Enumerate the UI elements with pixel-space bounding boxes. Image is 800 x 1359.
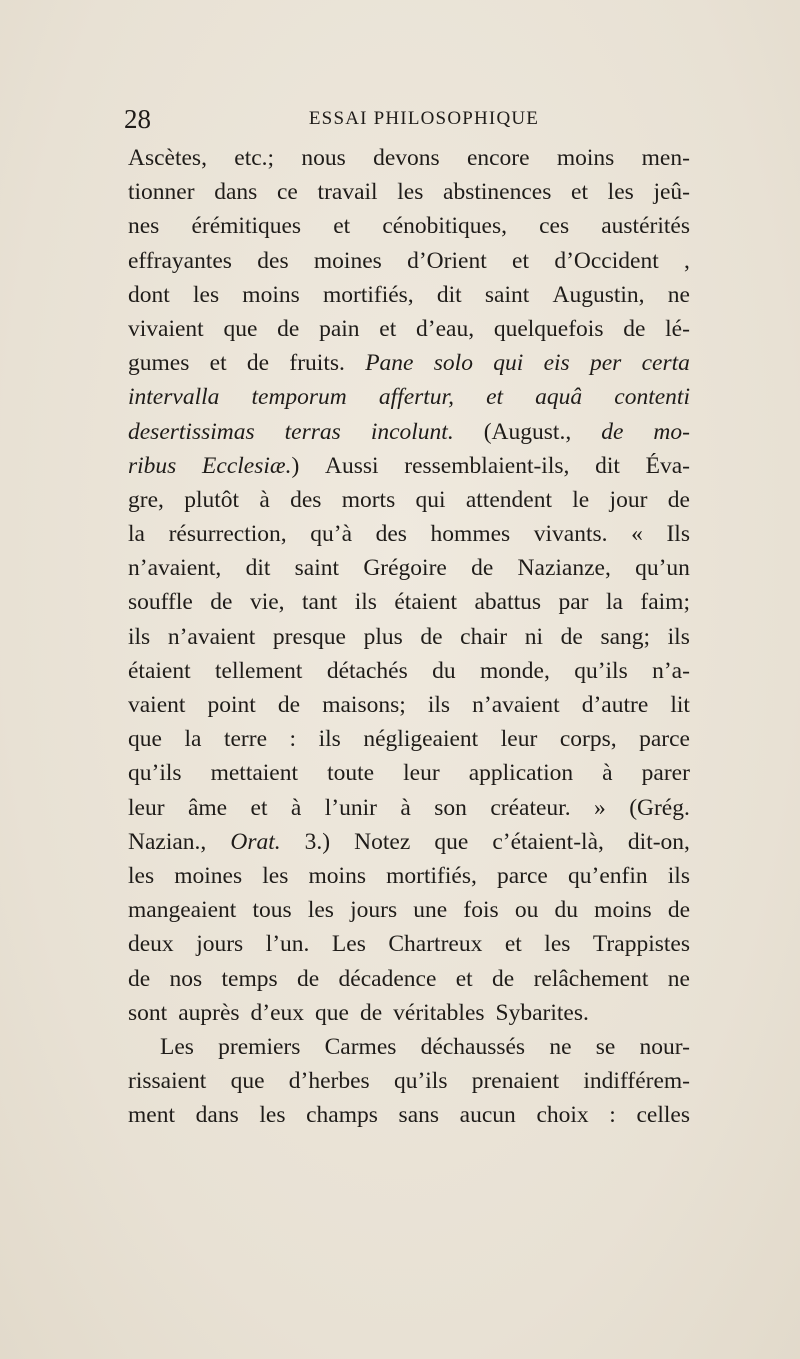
word: abattus	[474, 589, 542, 616]
word: vaient	[128, 692, 186, 718]
word: presque	[272, 623, 346, 650]
word: rissaient	[128, 1068, 207, 1095]
word: chair	[460, 623, 508, 650]
word: Pane	[365, 350, 414, 377]
word: étaient	[394, 589, 457, 616]
word: ne	[667, 965, 690, 992]
word: par	[558, 589, 589, 616]
word: les	[259, 1102, 286, 1129]
word: qu’enfin	[568, 862, 648, 889]
text-line	[128, 175, 690, 209]
word: le	[572, 486, 590, 513]
word: des	[257, 247, 289, 274]
word: sang;	[600, 623, 651, 650]
word: application	[468, 760, 574, 787]
word: les	[128, 862, 155, 889]
word: incolunt.	[370, 418, 454, 445]
word: vivaient	[128, 315, 204, 342]
word: mo-	[653, 418, 690, 445]
word: à	[400, 794, 411, 821]
word: desertissimas	[128, 418, 255, 445]
word: :	[289, 726, 297, 753]
word: certa	[641, 350, 690, 377]
text-line	[128, 585, 690, 619]
word: des	[290, 486, 322, 513]
page-number: 28	[124, 104, 151, 134]
word: corps,	[559, 726, 617, 753]
word: Ascètes,	[128, 145, 207, 171]
word: et	[333, 213, 351, 240]
word: Nazianze,	[517, 555, 611, 582]
word: nour-	[639, 1033, 690, 1060]
word: indifférem-	[583, 1068, 690, 1095]
word: du	[432, 657, 456, 684]
word: vivants.	[533, 521, 608, 548]
word: travail	[317, 179, 378, 206]
word: nous	[301, 145, 346, 171]
word: de	[277, 692, 301, 718]
word: Notez	[354, 828, 411, 855]
word: vie,	[249, 589, 285, 616]
text-line	[128, 1098, 690, 1132]
word: (Grég.	[629, 794, 690, 821]
word: les	[607, 179, 634, 206]
word: Éva-	[645, 452, 690, 479]
text-line	[128, 791, 690, 825]
word: leur	[500, 726, 538, 753]
word: à	[259, 486, 270, 513]
text-line	[128, 859, 690, 893]
word: qu’ils	[128, 760, 182, 787]
word: moines	[174, 862, 243, 889]
word: maisons;	[322, 692, 406, 718]
word: n’avaient	[472, 692, 560, 718]
word: prenaient	[471, 1068, 560, 1095]
word: son	[434, 794, 467, 821]
word: hommes	[430, 521, 511, 548]
word: les	[544, 931, 571, 958]
word: négligeaient	[363, 726, 479, 753]
word: tous	[252, 897, 292, 924]
word: la	[128, 521, 145, 548]
word: lé-	[665, 315, 690, 342]
word: et	[379, 315, 397, 342]
word: 3.)	[304, 828, 331, 855]
word: jours	[350, 897, 398, 924]
word: détachés	[326, 657, 408, 684]
word: tellement	[215, 657, 303, 684]
word: eis	[543, 350, 570, 377]
word: ils	[354, 589, 377, 616]
word: Carmes	[324, 1033, 397, 1060]
word: ribus	[128, 452, 177, 479]
word: tant	[301, 589, 338, 616]
word: et	[209, 350, 227, 377]
word: et	[504, 931, 522, 958]
word: les	[307, 897, 334, 924]
word: de	[560, 623, 583, 650]
word: ces	[539, 213, 570, 240]
word: «	[631, 521, 643, 548]
word: de	[492, 965, 515, 992]
word: fruits.	[289, 350, 345, 377]
word: ils	[667, 862, 690, 889]
word: de	[420, 623, 443, 650]
word: effrayantes	[128, 247, 232, 274]
word: dit-on,	[627, 828, 690, 855]
word: mortifiés,	[322, 281, 414, 308]
word: étaient	[128, 657, 191, 684]
word: dit	[245, 555, 271, 582]
word: jours	[196, 931, 244, 958]
word: moins	[594, 897, 652, 924]
word: n’a-	[652, 657, 690, 684]
word: souffle	[128, 589, 193, 616]
word: et	[512, 247, 530, 274]
text-line	[128, 517, 690, 551]
word: ment	[128, 1102, 175, 1129]
word: abstinences	[443, 179, 552, 206]
word: que	[128, 726, 162, 753]
word: »	[594, 794, 606, 821]
word: d’eau,	[416, 315, 475, 342]
word: jour	[609, 486, 648, 513]
word: la	[184, 726, 202, 753]
word: choix	[536, 1102, 589, 1129]
text-line	[128, 483, 690, 517]
word: et	[571, 179, 588, 206]
text-line	[128, 996, 690, 1030]
word: jeû-	[653, 179, 690, 206]
word: qu’ils	[393, 1068, 448, 1095]
text-line	[128, 688, 690, 722]
word: relâchement	[533, 965, 649, 992]
word: l’unir	[324, 794, 377, 821]
word: d’Orient	[407, 247, 487, 274]
word: moines	[313, 247, 382, 274]
word: qu’un	[635, 555, 690, 582]
word: qu’à	[310, 521, 353, 548]
text-line	[128, 654, 690, 688]
word: plus	[363, 623, 403, 650]
word: âme	[187, 794, 228, 821]
word: déchaussés	[420, 1033, 526, 1060]
word: quelquefois	[493, 315, 604, 342]
word: deux	[128, 931, 174, 958]
word: intervalla	[128, 384, 220, 411]
word: Augustin,	[552, 281, 645, 308]
word: fois	[463, 897, 499, 924]
word: que	[223, 315, 258, 342]
word: ils	[128, 623, 151, 650]
word: moins	[556, 145, 615, 171]
word: affertur,	[378, 384, 454, 411]
word: austérités	[601, 213, 690, 240]
word: du	[554, 897, 578, 924]
word: temps	[221, 965, 278, 992]
word: véritables	[393, 999, 485, 1026]
word: des	[375, 521, 407, 548]
text-line	[128, 209, 690, 243]
word: parer	[641, 760, 690, 787]
word: gumes	[128, 350, 190, 377]
body-text	[128, 141, 690, 1132]
word: Sybarites.	[495, 999, 589, 1026]
word: solo	[433, 350, 473, 377]
word: faim;	[640, 589, 690, 616]
word: ni	[524, 623, 544, 650]
word: et	[250, 794, 268, 821]
word: temporum	[251, 384, 347, 411]
word: ils	[667, 623, 690, 650]
word: de	[277, 315, 300, 342]
text-line	[128, 415, 690, 449]
word: ou	[514, 897, 539, 924]
word: ce	[277, 179, 298, 206]
word: gre,	[128, 486, 164, 513]
word: mortifiés,	[386, 862, 477, 889]
text-line	[128, 1030, 690, 1064]
word: de	[667, 486, 690, 513]
word: d’Occident	[554, 247, 659, 274]
word: Nazian.,	[128, 828, 207, 855]
word: Ecclesiæ.)	[202, 452, 300, 479]
word: Orat.	[230, 828, 281, 855]
word: celles	[636, 1102, 690, 1129]
word: de	[623, 315, 646, 342]
word: saint	[484, 281, 530, 308]
word: saint	[294, 555, 340, 582]
word: que	[315, 999, 349, 1026]
text-line	[128, 551, 690, 585]
word: leur	[128, 794, 165, 821]
word: leur	[403, 760, 440, 787]
word: les	[262, 862, 289, 889]
word: ressemblaient-ils,	[404, 452, 570, 479]
word: qui	[415, 486, 446, 513]
word: (August.,	[483, 418, 572, 445]
text-line	[128, 825, 690, 859]
running-title: ESSAI PHILOSOPHIQUE	[308, 108, 540, 129]
word: ils	[427, 692, 451, 718]
word: monde,	[479, 657, 550, 684]
word: mettaient	[210, 760, 299, 787]
word: d’herbes	[288, 1068, 370, 1095]
word: contenti	[614, 384, 690, 411]
word: à	[602, 760, 613, 787]
page-header	[124, 104, 684, 134]
word: les	[192, 281, 220, 308]
word: tionner	[128, 179, 195, 206]
word: d’eux	[250, 999, 305, 1026]
word: Les	[160, 1033, 194, 1060]
word: qu’ils	[574, 657, 628, 684]
word: de	[210, 589, 233, 616]
word: dans	[214, 179, 258, 206]
word: encore	[466, 145, 530, 171]
word: morts	[341, 486, 396, 513]
word: de	[471, 555, 494, 582]
word: de	[359, 999, 383, 1026]
text-line	[128, 449, 690, 483]
word: de	[667, 897, 690, 924]
word: :	[609, 1102, 616, 1129]
word: mangeaient	[128, 897, 237, 924]
word: dit	[595, 452, 620, 479]
word: résurrection,	[168, 521, 287, 548]
word: point	[207, 692, 256, 718]
word: per	[590, 350, 622, 377]
text-line	[128, 278, 690, 312]
word: n’avaient,	[128, 555, 222, 582]
word: aucun	[459, 1102, 516, 1129]
word: n’avaient	[167, 623, 256, 650]
text-line	[128, 620, 690, 654]
word: aquâ	[535, 384, 583, 411]
word: de	[297, 965, 320, 992]
word: sont	[128, 999, 168, 1026]
word: créateur.	[490, 794, 571, 821]
text-line	[128, 927, 690, 961]
word: dont	[128, 281, 170, 308]
word: premiers	[218, 1033, 301, 1060]
word: ils	[318, 726, 341, 753]
text-line	[128, 312, 690, 346]
word: Chartreux	[388, 931, 483, 958]
text-line	[128, 756, 690, 790]
word: décadence	[338, 965, 437, 992]
word: dit	[436, 281, 462, 308]
word: men-	[641, 145, 690, 171]
text-line	[128, 893, 690, 927]
word: qui	[493, 350, 524, 377]
text-line	[128, 141, 690, 175]
word: que	[230, 1068, 265, 1095]
word: parce	[497, 862, 548, 889]
word: moins	[242, 281, 300, 308]
word: toute	[327, 760, 375, 787]
word: d’autre	[581, 692, 649, 718]
word: champs	[306, 1102, 378, 1129]
word: ne	[667, 281, 690, 308]
word: ,	[684, 247, 690, 274]
word: cénobitiques,	[382, 213, 507, 240]
word: lit	[670, 692, 690, 718]
text-line	[128, 380, 690, 414]
word: pain	[319, 315, 360, 342]
word: de	[601, 418, 624, 445]
word: les	[397, 179, 424, 206]
word: de	[128, 965, 151, 992]
word: terre	[223, 726, 268, 753]
word: attendent	[465, 486, 552, 513]
word: à	[290, 794, 302, 821]
word: l’un.	[265, 931, 310, 958]
word: nes	[128, 213, 160, 240]
word: et	[486, 384, 504, 411]
text-line	[128, 962, 690, 996]
word: se	[595, 1033, 616, 1060]
word: dans	[195, 1102, 239, 1129]
word: terras	[284, 418, 341, 445]
word: de	[246, 350, 270, 377]
word: plutôt	[184, 486, 240, 513]
word: sans	[398, 1102, 440, 1129]
word: Aussi	[325, 452, 379, 479]
word: Les	[331, 931, 366, 958]
text-line	[128, 1064, 690, 1098]
word: c’étaient-là,	[492, 828, 604, 855]
word: érémitiques	[191, 213, 302, 240]
text-line	[128, 722, 690, 756]
word: moins	[308, 862, 366, 889]
word: Ils	[666, 521, 690, 548]
word: et	[455, 965, 473, 992]
word: une	[413, 897, 448, 924]
text-line	[128, 346, 690, 380]
word: nos	[169, 965, 203, 992]
word: devons	[373, 145, 440, 171]
word: Trappistes	[592, 931, 690, 958]
word: ne	[549, 1033, 572, 1060]
word: etc.;	[234, 145, 275, 171]
word: la	[605, 589, 623, 616]
word: que	[434, 828, 469, 855]
word: parce	[639, 726, 690, 753]
word: Grégoire	[363, 555, 447, 582]
word: auprès	[178, 999, 240, 1026]
text-line	[128, 244, 690, 278]
